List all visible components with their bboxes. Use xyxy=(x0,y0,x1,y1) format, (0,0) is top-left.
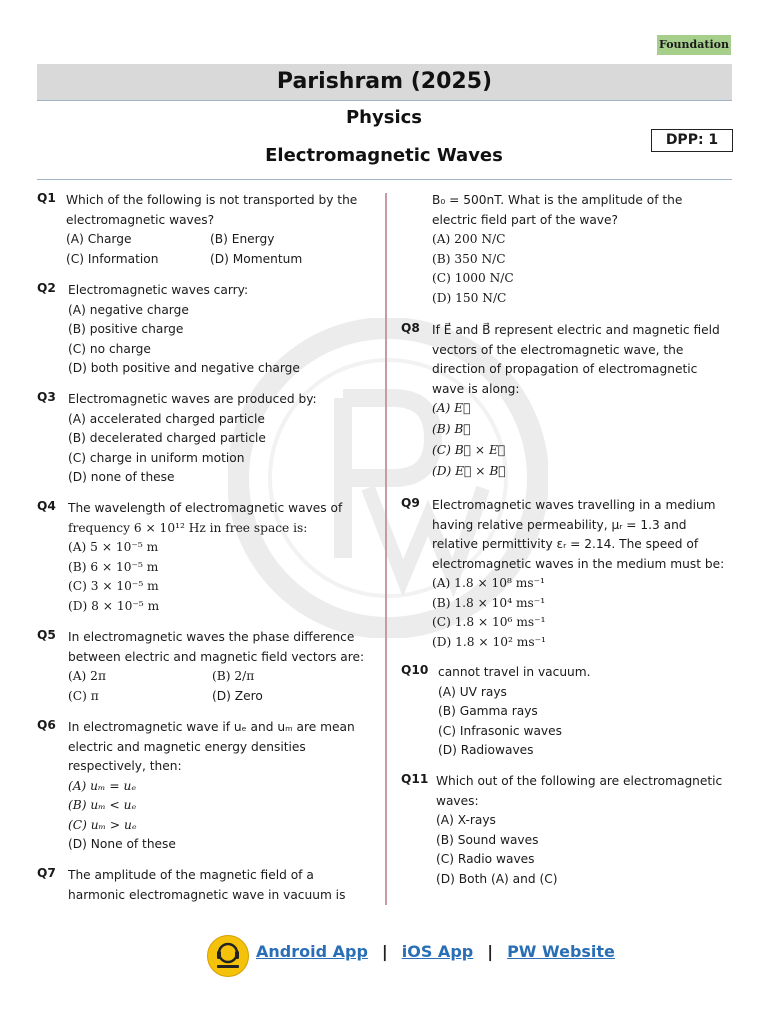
option-b[interactable]: (B) 1.8 × 10⁴ ms⁻¹ xyxy=(432,595,546,610)
question-number: Q4 xyxy=(37,499,56,513)
question-text: Electromagnetic waves carry: xyxy=(68,283,249,297)
question-text: Which of the following is not transported by the xyxy=(66,193,358,207)
option-d[interactable]: (D) Momentum xyxy=(210,251,303,266)
dpp-label: DPP: 1 xyxy=(651,129,733,152)
option-c[interactable]: (C) charge in uniform motion xyxy=(68,450,245,465)
android-app-link[interactable]: Android App xyxy=(256,942,368,961)
option-d[interactable]: (D) 1.8 × 10² ms⁻¹ xyxy=(432,634,546,649)
option-c[interactable]: (C) Radio waves xyxy=(436,852,535,866)
option-d[interactable]: (D) 150 N/C xyxy=(432,290,507,305)
question-text: electric and magnetic energy densities xyxy=(68,739,306,754)
footer-links xyxy=(256,942,615,961)
option-d[interactable]: (D) both positive and negative charge xyxy=(68,361,300,375)
option-c[interactable]: (C) Infrasonic waves xyxy=(438,723,562,738)
option-b[interactable]: (B) 2/π xyxy=(212,669,255,683)
foundation-badge: Foundation xyxy=(657,35,731,55)
question-number: Q9 xyxy=(401,496,420,510)
option-b[interactable]: (B) 350 N/C xyxy=(432,251,506,266)
question-text: In electromagnetic wave if uₑ and uₘ are mean xyxy=(68,720,355,734)
question-q7-continued xyxy=(432,191,732,308)
question-text: Which out of the following are electromagnetic xyxy=(436,774,723,788)
option-a[interactable]: (A) 5 × 10⁻⁵ m xyxy=(68,540,159,554)
customer-service-icon xyxy=(207,935,249,977)
question-number: Q5 xyxy=(37,628,56,642)
option-c[interactable]: (C) 1.8 × 10⁶ ms⁻¹ xyxy=(432,615,546,629)
footer-separator: | xyxy=(381,942,388,961)
question-number: Q11 xyxy=(401,772,429,786)
option-d[interactable]: (D) Radiowaves xyxy=(438,743,534,757)
question-text: respectively, then: xyxy=(68,759,182,773)
question-text: direction of propagation of electromagnetic xyxy=(432,362,698,376)
option-d[interactable]: (D) Both (A) and (C) xyxy=(436,871,558,886)
question-text: The wavelength of electromagnetic waves of xyxy=(68,501,343,515)
option-b[interactable]: (B) B⃗ xyxy=(432,422,471,436)
question-text: electric field part of the wave? xyxy=(432,212,618,227)
option-a[interactable]: (A) 200 N/C xyxy=(432,232,506,246)
pw-website-link[interactable]: PW Website xyxy=(507,942,615,961)
header-rule xyxy=(37,179,732,180)
option-c[interactable]: (C) 1000 N/C xyxy=(432,271,514,285)
question-text: electromagnetic waves? xyxy=(66,212,215,227)
option-a[interactable]: (A) uₘ = uₑ xyxy=(68,778,137,793)
option-a[interactable]: (A) X-rays xyxy=(436,813,496,827)
question-text: between electric and magnetic field vectors are: xyxy=(68,649,365,664)
option-c[interactable]: (C) uₘ > uₑ xyxy=(68,817,137,832)
question-text: If E⃗ and B⃗ represent electric and magnetic field xyxy=(432,323,720,337)
footer-separator: | xyxy=(487,942,494,961)
question-text: harmonic electromagnetic wave in vacuum is xyxy=(68,887,346,902)
question-text: In electromagnetic waves the phase difference xyxy=(68,630,355,644)
question-text: wave is along: xyxy=(432,381,520,396)
option-b[interactable]: (B) Sound waves xyxy=(436,832,539,847)
option-c[interactable]: (C) 3 × 10⁻⁵ m xyxy=(68,579,159,593)
chapter-heading: Electromagnetic Waves xyxy=(265,145,503,166)
question-text: Electromagnetic waves are produced by: xyxy=(68,392,317,406)
option-b[interactable]: (B) positive charge xyxy=(68,322,184,336)
option-c[interactable]: (C) no charge xyxy=(68,341,151,356)
question-text: Electromagnetic waves travelling in a medium xyxy=(432,498,716,512)
question-text: waves: xyxy=(436,793,479,808)
option-c[interactable]: (C) π xyxy=(68,688,99,703)
question-text: B₀ = 500nT. What is the amplitude of the xyxy=(432,193,683,207)
option-d[interactable]: (D) Zero xyxy=(212,688,263,703)
option-d[interactable]: (D) None of these xyxy=(68,837,176,851)
option-b[interactable]: (B) decelerated charged particle xyxy=(68,431,266,445)
option-d[interactable]: (D) 8 × 10⁻⁵ m xyxy=(68,598,160,613)
question-number: Q6 xyxy=(37,718,56,732)
question-number: Q10 xyxy=(401,663,429,677)
subject-heading: Physics xyxy=(345,107,422,128)
option-a[interactable]: (A) UV rays xyxy=(438,684,507,699)
ios-app-link[interactable]: iOS App xyxy=(401,942,474,961)
question-text: vectors of the electromagnetic wave, the xyxy=(432,342,684,357)
option-a[interactable]: (A) E⃗ xyxy=(432,401,471,415)
option-b[interactable]: (B) Energy xyxy=(210,232,275,246)
option-d[interactable]: (D) E⃗ × B⃗ xyxy=(432,464,506,478)
option-a[interactable]: (A) Charge xyxy=(66,232,132,246)
option-d[interactable]: (D) none of these xyxy=(68,470,175,484)
question-text: The amplitude of the magnetic field of a xyxy=(68,868,314,882)
option-b[interactable]: (B) uₘ < uₑ xyxy=(68,798,137,812)
option-b[interactable]: (B) Gamma rays xyxy=(438,704,538,718)
page-title: Parishram (2025) xyxy=(276,69,493,94)
option-a[interactable]: (A) accelerated charged particle xyxy=(68,411,265,426)
option-c[interactable]: (C) Information xyxy=(66,251,159,266)
option-a[interactable]: (A) negative charge xyxy=(68,302,189,317)
option-b[interactable]: (B) 6 × 10⁻⁵ m xyxy=(68,559,159,574)
question-number: Q1 xyxy=(37,191,56,205)
question-number: Q2 xyxy=(37,281,56,295)
question-number: Q8 xyxy=(401,321,420,335)
question-text: cannot travel in vacuum. xyxy=(438,665,591,679)
question-number: Q7 xyxy=(37,866,56,880)
option-a[interactable]: (A) 1.8 × 10⁸ ms⁻¹ xyxy=(432,576,545,590)
question-text: electromagnetic waves in the medium must be: xyxy=(432,556,725,571)
question-text: frequency 6 × 10¹² Hz in free space is: xyxy=(68,520,308,535)
option-c[interactable]: (C) B⃗ × E⃗ xyxy=(432,443,506,457)
question-number: Q3 xyxy=(37,390,56,404)
column-divider xyxy=(385,193,387,905)
question-text: relative permittivity εᵣ = 2.14. The speed of xyxy=(432,537,699,551)
question-text: having relative permeability, μᵣ = 1.3 and xyxy=(432,517,687,532)
option-a[interactable]: (A) 2π xyxy=(68,669,106,683)
